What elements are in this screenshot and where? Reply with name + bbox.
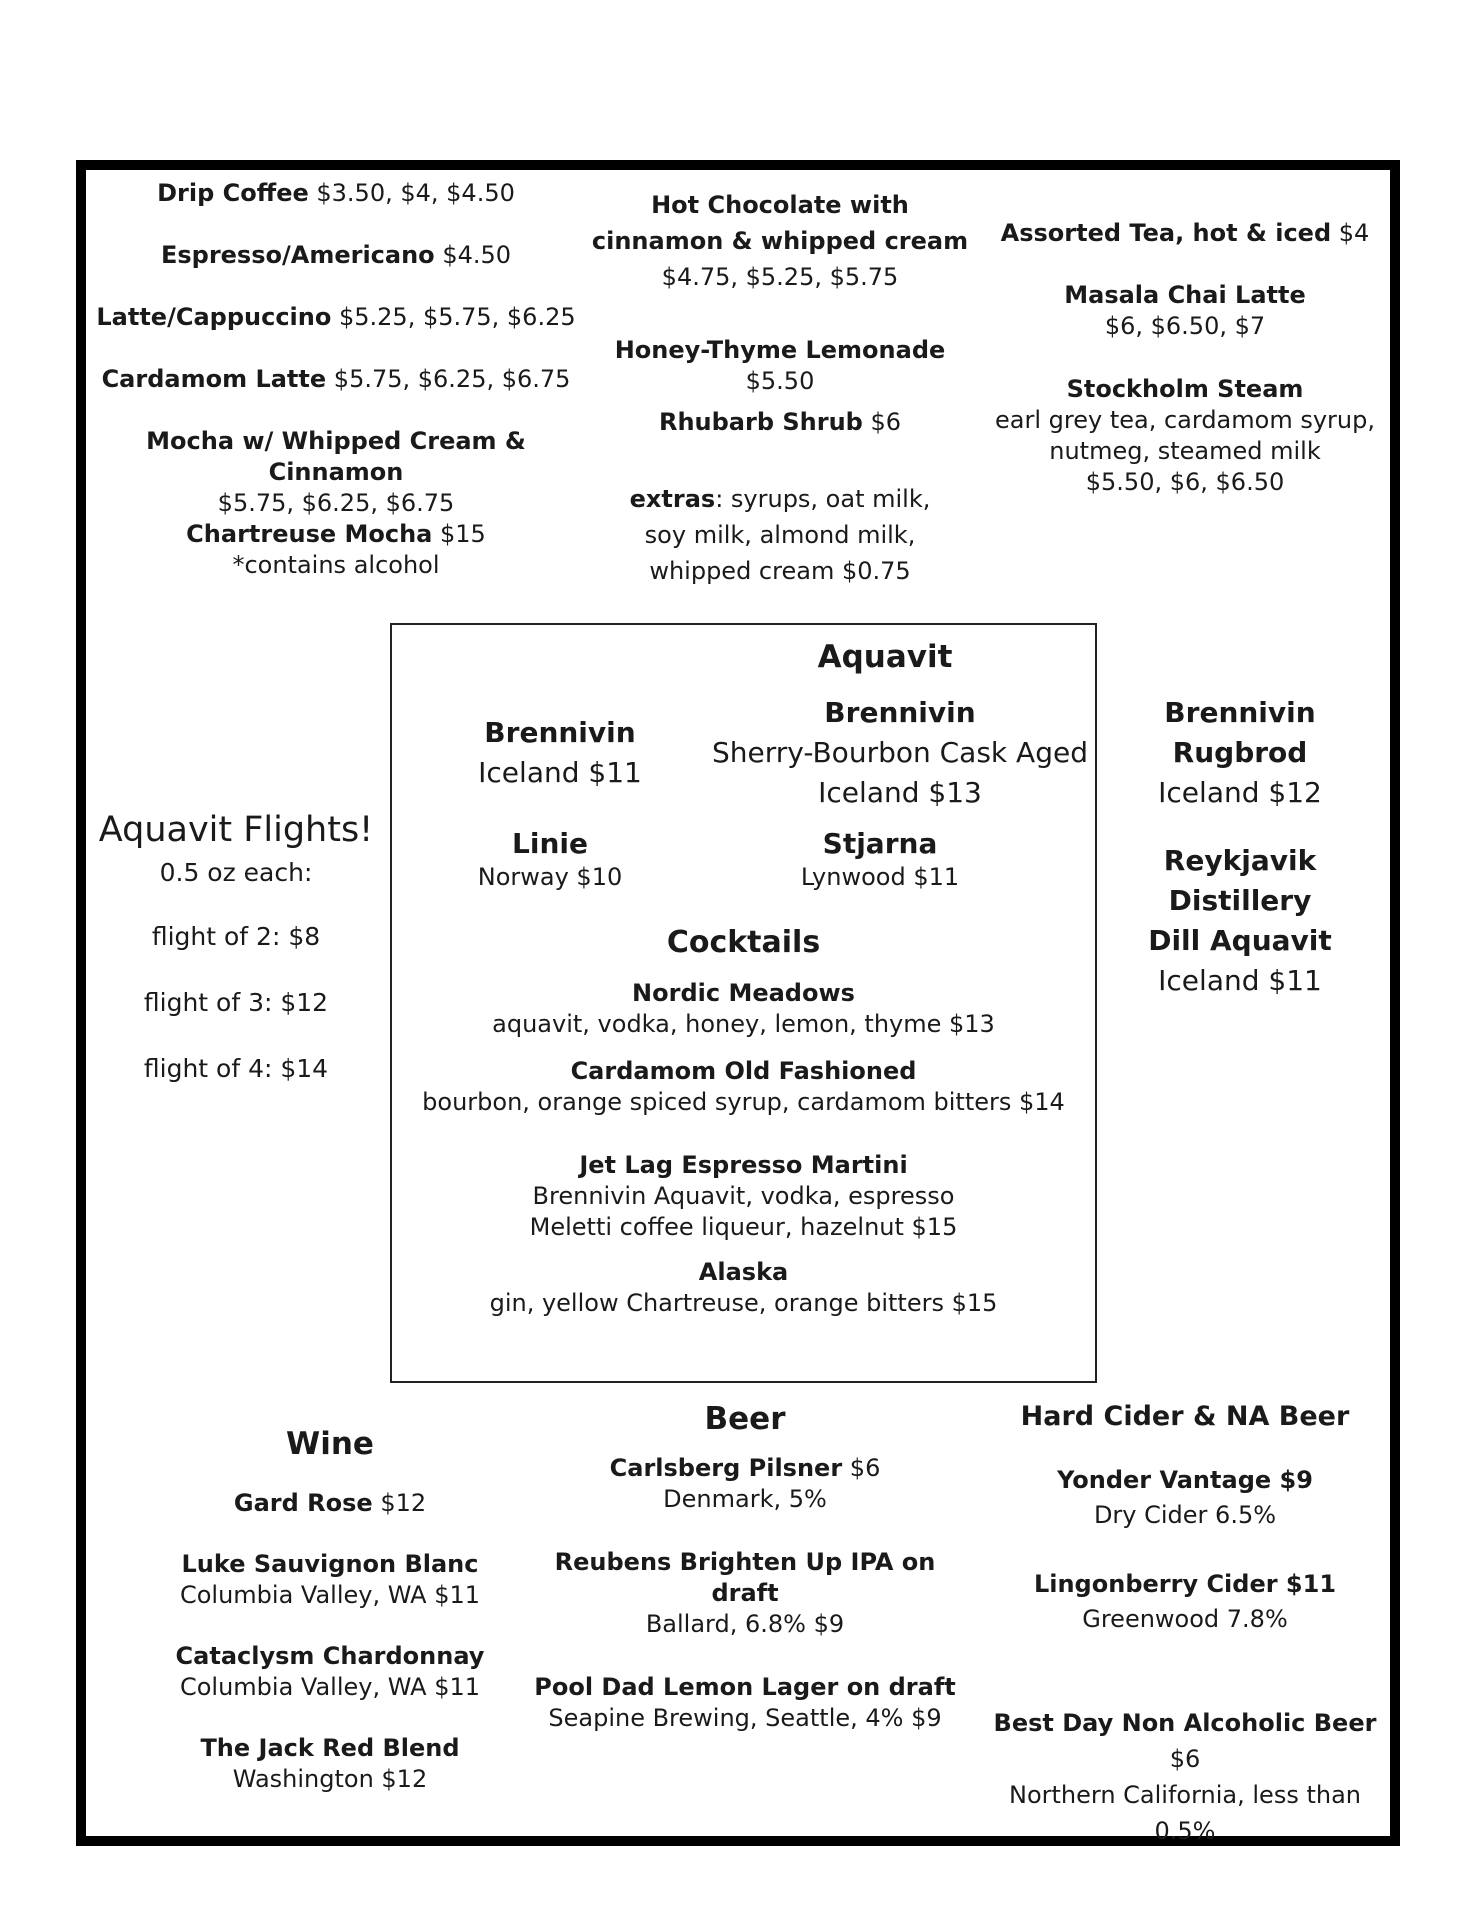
item-name: Masala Chai Latte <box>1064 281 1306 309</box>
cider-title: Hard Cider & NA Beer <box>1020 1401 1350 1432</box>
extras-text: : syrups, oat milk, <box>715 485 931 513</box>
item-desc: aquavit, vodka, honey, lemon, thyme $13 <box>492 1010 995 1038</box>
cocktail-item <box>392 1150 1095 1243</box>
item-desc: earl grey tea, cardamom syrup, <box>995 406 1375 434</box>
menu-item <box>990 280 1380 374</box>
item-detail: Columbia Valley, WA $11 <box>179 1673 481 1701</box>
cocktails-section <box>392 922 1095 1319</box>
cocktail-item <box>392 1257 1095 1319</box>
item-name: Dill Aquavit <box>1148 924 1332 957</box>
menu-item <box>520 1453 970 1515</box>
flight-4: flight of 4: $14 <box>143 1054 329 1083</box>
item-detail: Iceland $13 <box>818 776 982 809</box>
menu-item <box>86 426 586 519</box>
item-name: cinnamon & whipped cream <box>591 227 969 255</box>
item-note: *contains alcohol <box>232 551 440 579</box>
menu-item <box>86 302 586 364</box>
item-name: Honey-Thyme Lemonade <box>614 336 946 364</box>
flight-2: flight of 2: $8 <box>151 922 321 951</box>
item-desc: Brennivin Aquavit, vodka, espresso <box>532 1182 955 1210</box>
item-name: Drip Coffee <box>157 179 309 207</box>
extras-label: extras <box>629 485 716 513</box>
item-price: $5.75, $6.25, $6.75 <box>217 489 455 517</box>
item-price: $4.75, $5.25, $5.75 <box>661 263 899 291</box>
item-detail: Washington $12 <box>232 1765 428 1793</box>
cocktail-item <box>392 978 1095 1040</box>
item-price: Iceland $12 <box>1158 776 1322 809</box>
item-desc: Meletti coffee liqueur, hazelnut $15 <box>529 1213 958 1241</box>
menu-item <box>980 1705 1390 1849</box>
menu-item <box>520 1547 970 1640</box>
item-name: Best Day Non Alcoholic Beer <box>993 1709 1377 1737</box>
cocktail-item <box>392 1056 1095 1118</box>
item-price: $4.50 <box>442 241 512 269</box>
menu-item <box>86 519 586 581</box>
aquavit-brennivin-cask <box>700 693 1100 813</box>
item-detail: Ballard, 6.8% $9 <box>645 1610 845 1638</box>
item-name: Rugbrod <box>1172 736 1308 769</box>
flights-column <box>86 805 386 1084</box>
menu-item <box>980 1463 1390 1533</box>
item-name: Cardamom Latte <box>101 365 327 393</box>
menu-item <box>520 1672 970 1734</box>
tea-column <box>990 218 1380 498</box>
menu-item <box>150 1733 510 1795</box>
cider-column <box>980 1397 1390 1849</box>
middle-column <box>580 187 980 589</box>
item-name: Nordic Meadows <box>632 979 855 1007</box>
menu-item <box>150 1641 510 1703</box>
item-name: Gard Rose <box>233 1489 373 1517</box>
extras-text: whipped cream $0.75 <box>649 557 911 585</box>
item-price: $12 <box>380 1489 427 1517</box>
item-desc: gin, yellow Chartreuse, orange bitters $15 <box>489 1289 998 1317</box>
beer-title: Beer <box>704 1401 786 1437</box>
item-name: Mocha w/ Whipped Cream & Cinnamon <box>146 427 526 486</box>
item-price: $6 <box>849 1454 881 1482</box>
menu-item <box>980 1567 1390 1637</box>
item-name: Brennivin <box>824 696 976 729</box>
item-price: $3.50, $4, $4.50 <box>316 179 515 207</box>
item-desc: nutmeg, steamed milk <box>1049 437 1321 465</box>
menu-item <box>990 374 1380 498</box>
cocktails-title: Cocktails <box>666 925 821 960</box>
item-desc: bourbon, orange spiced syrup, cardamom bitters $14 <box>422 1088 1065 1116</box>
aquavit-right-column <box>1090 693 1390 1001</box>
item-detail: Sherry-Bourbon Cask Aged <box>712 736 1088 769</box>
item-name: The Jack Red Blend <box>200 1734 460 1762</box>
item-name: Luke Sauvignon Blanc <box>181 1550 479 1578</box>
item-name: Stjarna <box>822 827 938 860</box>
menu-item <box>990 218 1380 280</box>
item-detail: Seapine Brewing, Seattle, 4% $9 <box>548 1704 942 1732</box>
item-name: Alaska <box>698 1258 789 1286</box>
item-detail: Greenwood 7.8% <box>1082 1605 1288 1633</box>
aquavit-title: Aquavit <box>817 639 953 675</box>
item-detail: Iceland $11 <box>478 756 642 789</box>
item-name: Cataclysm Chardonnay <box>175 1642 485 1670</box>
item-price: Iceland $11 <box>1158 964 1322 997</box>
flights-title: Aquavit Flights! <box>98 810 374 850</box>
item-price: $6, $6.50, $7 <box>1104 312 1266 340</box>
item-price: $5.75, $6.25, $6.75 <box>333 365 571 393</box>
item-name: Chartreuse Mocha <box>186 520 433 548</box>
item-name: Reykjavik Distillery <box>1163 844 1317 917</box>
menu-item <box>150 1549 510 1611</box>
extras-text: soy milk, almond milk, <box>644 521 916 549</box>
wine-title: Wine <box>286 1426 374 1462</box>
item-name: Hot Chocolate with <box>651 191 909 219</box>
item-detail: Denmark, 5% <box>663 1485 827 1513</box>
item-name: Linie <box>512 827 588 860</box>
aquavit-linie <box>440 826 660 893</box>
menu-item <box>150 1488 510 1519</box>
item-price: $15 <box>440 520 486 548</box>
flights-each: 0.5 oz each: <box>159 858 313 887</box>
item-detail: Dry Cider 6.5% <box>1093 1501 1277 1529</box>
coffee-column <box>86 178 586 581</box>
item-name: Cardamom Old Fashioned <box>570 1057 917 1085</box>
menu-item <box>86 178 586 240</box>
item-name: Lingonberry Cider $11 <box>1033 1570 1337 1598</box>
item-detail: Lynwood $11 <box>800 863 960 891</box>
item-name: Pool Dad Lemon Lager on draft <box>534 1673 956 1701</box>
menu-item <box>580 407 980 481</box>
menu-item <box>580 187 980 335</box>
wine-column <box>150 1422 510 1795</box>
item-name: Jet Lag Espresso Martini <box>579 1151 908 1179</box>
item-name: Assorted Tea, hot & iced <box>1000 219 1332 247</box>
item-price: $6 <box>1169 1745 1201 1773</box>
flight-3: flight of 3: $12 <box>143 988 329 1017</box>
item-name: Espresso/Americano <box>160 241 435 269</box>
aquavit-brennivin <box>450 713 670 793</box>
item-name: Brennivin <box>1164 696 1316 729</box>
item-name: Carlsberg Pilsner <box>609 1454 843 1482</box>
menu-item <box>86 364 586 426</box>
item-detail: Norway $10 <box>477 863 623 891</box>
beer-column <box>520 1397 970 1734</box>
item-price: $5.25, $5.75, $6.25 <box>338 303 576 331</box>
item-price: $5.50 <box>745 367 815 395</box>
item-name: Reubens Brighten Up IPA on draft <box>554 1548 936 1607</box>
item-price: $4 <box>1338 219 1370 247</box>
aquavit-stjarna <box>770 826 990 893</box>
menu-item <box>86 240 586 302</box>
item-price: $5.50, $6, $6.50 <box>1085 468 1285 496</box>
menu-item <box>580 335 980 407</box>
extras <box>580 481 980 589</box>
item-name: Latte/Cappuccino <box>96 303 332 331</box>
item-detail: Columbia Valley, WA $11 <box>179 1581 481 1609</box>
item-name: Rhubarb Shrub <box>658 408 863 436</box>
item-name: Brennivin <box>484 716 636 749</box>
item-name: Yonder Vantage $9 <box>1057 1466 1313 1494</box>
item-name: Stockholm Steam <box>1066 375 1304 403</box>
item-price: $6 <box>870 408 902 436</box>
item-detail: Northern California, less than 0.5% <box>1008 1781 1361 1845</box>
